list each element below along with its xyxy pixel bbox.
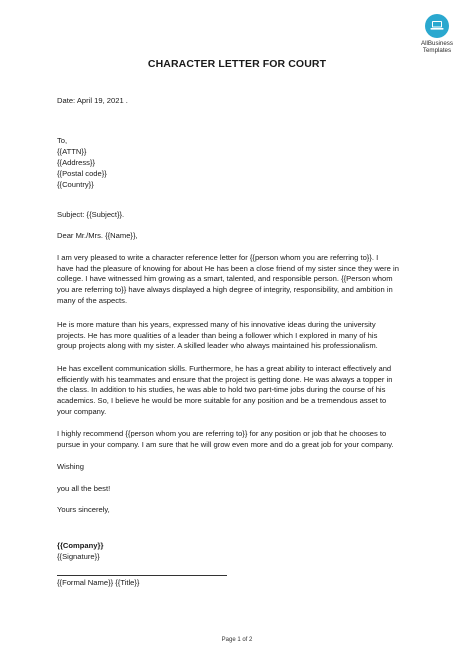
paragraph-line: efficiently with his teammates and ensure that the project is getting done. He was always a topper in xyxy=(57,374,393,384)
wishing-line: Wishing xyxy=(57,462,85,471)
logo-text-line2: Templates xyxy=(422,47,452,54)
address-to: To, xyxy=(57,136,68,145)
paragraph-line: I highly recommend {{person whom you are referring to}} for any position or job that he chooses to xyxy=(57,429,387,438)
paragraph-line: the class. In addition to his studies, he was able to hold two part-time jobs during the course of his xyxy=(57,385,386,395)
address-country: {{Country}} xyxy=(57,180,94,189)
laptop-icon xyxy=(425,14,449,38)
paragraph-line: college. I have witnessed him growing as a smart, talented, and responsible person. {{Person whom xyxy=(57,274,393,284)
paragraph-line: have had the pleasure of knowing for about He has been a close friend of my sister since they were in xyxy=(57,263,399,273)
paragraph-line: pursue in your company. I am sure that he will grow even more and do a great job for your company. xyxy=(57,439,394,449)
address-postal-code: {{Postal code}} xyxy=(57,169,107,178)
paragraph-line: He has excellent communication skills. Furthermore, he has a great ability to interact effectively and xyxy=(57,364,392,373)
best-wishes-line: you all the best! xyxy=(57,484,111,493)
subject-line: Subject: {{Subject}}. xyxy=(57,210,125,219)
closing-line: Yours sincerely, xyxy=(57,505,110,514)
signature-placeholder: {{Signature}} xyxy=(57,552,100,561)
body-paragraph-2 xyxy=(57,320,419,352)
address-attn: {{ATTN}} xyxy=(57,147,87,156)
address-street: {{Address}} xyxy=(57,158,96,167)
signature-line xyxy=(57,575,227,576)
paragraph-line: I am very pleased to write a character reference letter for {{person whom you are referring to}}. I xyxy=(57,253,379,262)
paragraph-line: you are referring to}} have always displayed a high degree of integrity, responsibility, and ambition in xyxy=(57,285,393,295)
body-paragraph-3 xyxy=(57,364,419,418)
paragraph-line: academics. So, I believe he would be more suitable for any position and be a tremendous asset to xyxy=(57,396,387,406)
paragraph-line: projects. He has more qualities of a leader than being a follower which I explored in many of his xyxy=(57,330,378,340)
logo-text-line1: AllBusiness xyxy=(421,40,453,47)
body-paragraph-4 xyxy=(57,429,419,450)
date-line: Date: April 19, 2021 . xyxy=(57,96,128,105)
paragraph-line: group projects along with my sister. A skilled leader who always maintained his professionalism. xyxy=(57,341,378,351)
company-placeholder: {{Company}} xyxy=(57,541,104,550)
paragraph-line: He is more mature than his years, expressed many of his innovative ideas during the university xyxy=(57,320,376,329)
paragraph-line: many of the aspects. xyxy=(57,295,128,305)
formal-name-title: {{Formal Name}} {{Title}} xyxy=(57,578,140,587)
page-number: Page 1 of 2 xyxy=(221,637,253,643)
body-paragraph-1 xyxy=(57,253,419,307)
allbusiness-templates-logo xyxy=(412,14,462,54)
letter-title: CHARACTER LETTER FOR COURT xyxy=(147,58,327,70)
paragraph-line: your company. xyxy=(57,406,107,416)
salutation: Dear Mr./Mrs. {{Name}}, xyxy=(57,231,138,240)
